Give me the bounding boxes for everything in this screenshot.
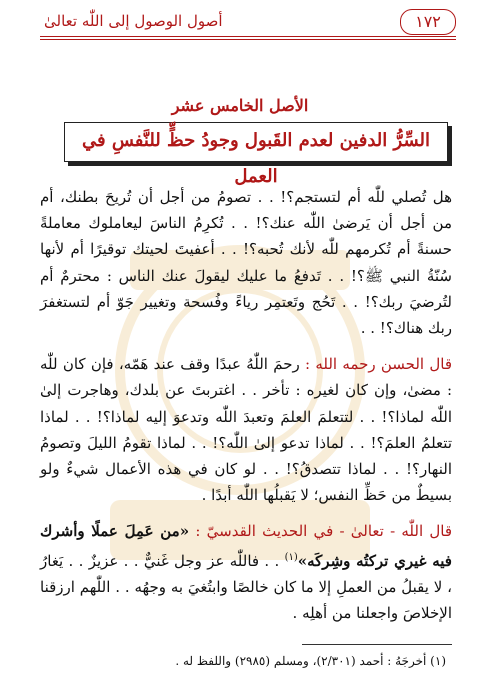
header-rule [40, 36, 456, 37]
footnote: (١) أخرجَهُ : أحمد (٢/٣٠١)، ومسلم (٢٩٨٥) واللفظ له . [175, 654, 446, 668]
footnote-ref: (١) [284, 551, 298, 563]
paragraph-3 [40, 518, 452, 626]
hadith-quote: «من عَمِلَ عملًا وأشرك فيه غيري تركتُه وشِركَه» [40, 522, 452, 570]
quote-attribution: قال الحسن رحمه الله : [305, 355, 452, 374]
section-heading: الأصل الخامس عشر [171, 96, 309, 115]
paragraph-1: هل تُصلي للّٰه أم لتستجم؟! . . تصومُ من أجل أن تُريحَ بطنك، أم من أجل أن يَرضىٰ اللّٰه عنك؟! . . تُكرِمُ الناسَ ليعاملوك معاملةً حسنةً أم تُكرمهم للّٰه لأنك تُحبه؟! . . أعفيتَ لحيتك توقيرًا أم لأنها سُنّةُ النبي ﷺ؟! . . تَدفعُ ما عليك ليقولَ عنك الناس : محترمٌ أم لتُرضيَ ربك؟! . . تَحُج وتَعتمِر رياءً وفُسحة وتغيير جَوّ أم لتستغفرَ ربك هناك؟! . . [40, 188, 452, 338]
book-title: أصول الوصول إلى اللّٰه تعالىٰ [44, 12, 223, 30]
footnote-rule [302, 644, 452, 645]
chapter-title: السِّرُّ الدفين لعدم القَبول وجودُ حظٍّ للنَّفسِ في العمل [81, 130, 431, 187]
paragraph-2-text: رحمَ اللّٰهُ عبدًا وقف عند هَمّه، فإن كان للّٰه : مضىٰ، وإن كان لغيره : تأخر . . اغتربتَ عن بلدك، وهاجرت إلىٰ اللّٰه لماذا؟! . . لتتعلمَ العلمَ وتعبدَ اللّٰه وتدعوَ إليه لماذا؟! . . لماذا تتعلمُ العلمَ؟! . . لماذا تدعو إلىٰ اللّٰه؟! . . لماذا تقومُ الليلَ وتصومُ النهار؟! . . لماذا تتصدقُ؟! . . لو كان في هذه الأعمال شيءٌ ولو بسيطٌ من حَظِّ النفس؛ لا يَقبلُها اللّٰه أبدًا . [40, 355, 452, 505]
header-rule-thin [40, 39, 456, 40]
page-number: ١٧٢ [400, 9, 456, 35]
body-text [40, 184, 452, 626]
chapter-title-box [64, 122, 448, 187]
paragraph-2 [40, 351, 452, 508]
paragraph-3-text: . . فاللّٰه عز وجل غَنيٌّ . . عزيزٌ . . يَغارُ ، لا يقبلُ من العملِ إلا ما كان خالصًا وابتُغيَ به وجهُه . . اللّٰهم ارزقنا الإخلاصَ واجعلنا من أهلِه . [40, 551, 452, 623]
hadith-attribution: قال اللّٰه - تعالىٰ - في الحديث القدسيّ : [195, 522, 452, 541]
